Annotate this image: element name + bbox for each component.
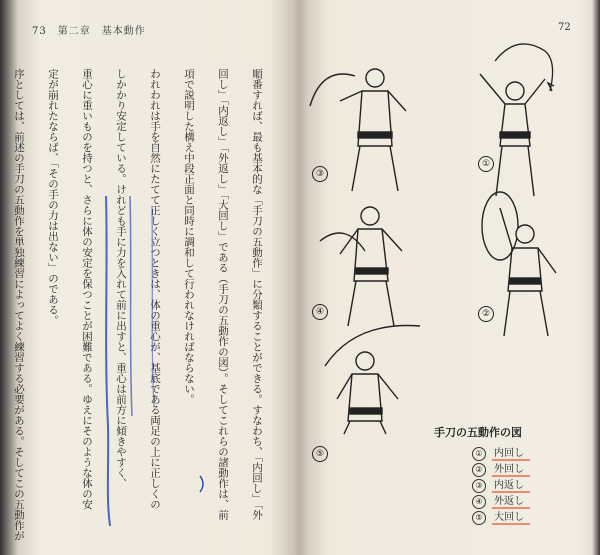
caption-item-num: ⑤	[472, 511, 486, 525]
text-column: 順番すれば、最も基本的な「手刀の五動作」に分類することができる。すなわち、「内回し」「外	[251, 68, 263, 520]
figure-4-person	[320, 207, 402, 326]
caption-item-num: ③	[472, 479, 486, 493]
figure-1-person	[480, 44, 554, 196]
running-head: 73 第二章 基本動作	[32, 26, 146, 37]
caption-item	[472, 492, 530, 509]
page-number: 72	[558, 22, 571, 33]
caption-item-num: ④	[472, 495, 486, 509]
pen-annotations	[14, 6, 294, 551]
caption-item	[472, 460, 530, 477]
caption-item-text: 外回し	[492, 464, 530, 477]
text-column: 序としては、前述の手刀の五動作を単独練習によってよく練習する必要がある。そしてこの五動作が	[13, 68, 25, 541]
figure-5-person	[325, 326, 420, 435]
caption-item	[472, 476, 530, 493]
figure-label-4: ④	[312, 304, 328, 320]
text-column: しかかり安定している。けれども手に力を入れて前に出すと、重心は前方に傾きやすく、	[115, 68, 127, 489]
caption-item	[472, 444, 530, 461]
figure-label-2: ②	[478, 306, 494, 322]
figure-label-5: ⑤	[312, 446, 328, 462]
text-column: 重心に重いものを持つと、さらに体の安定を保つことが困難である。ゆえにそのような体の安	[81, 68, 93, 510]
caption-item	[472, 508, 530, 525]
caption-item-num: ②	[472, 463, 486, 477]
five-motions-illustration	[300, 36, 590, 436]
right-page	[300, 6, 590, 551]
caption-item-text: 内返し	[492, 480, 530, 493]
caption-item-text: 内回し	[492, 448, 530, 461]
text-column: 回し」「内返し」「外返し」「大回し」である（手刀の五動作の図）。そしてこれらの諸動作は、前	[217, 68, 229, 520]
caption-title: 手刀の五動作の図	[434, 426, 522, 439]
figure-label-1: ①	[478, 156, 494, 172]
figure-label-3: ③	[312, 166, 328, 182]
caption-item-num: ①	[472, 447, 486, 461]
text-column: 定が崩れたならば、「その手の力は出ない」のである。	[47, 68, 59, 326]
caption-item-text: 外返し	[492, 496, 530, 509]
caption-item-text: 大回し	[492, 512, 530, 525]
text-column: われわれは手を自然にたてて正しく立つときは、体の重心が、基底である両足の上に正しくの	[149, 68, 161, 510]
text-column: 項で説明した構え中段正面と同時に調和して行われなければならない。	[183, 68, 195, 405]
left-page	[14, 6, 294, 551]
